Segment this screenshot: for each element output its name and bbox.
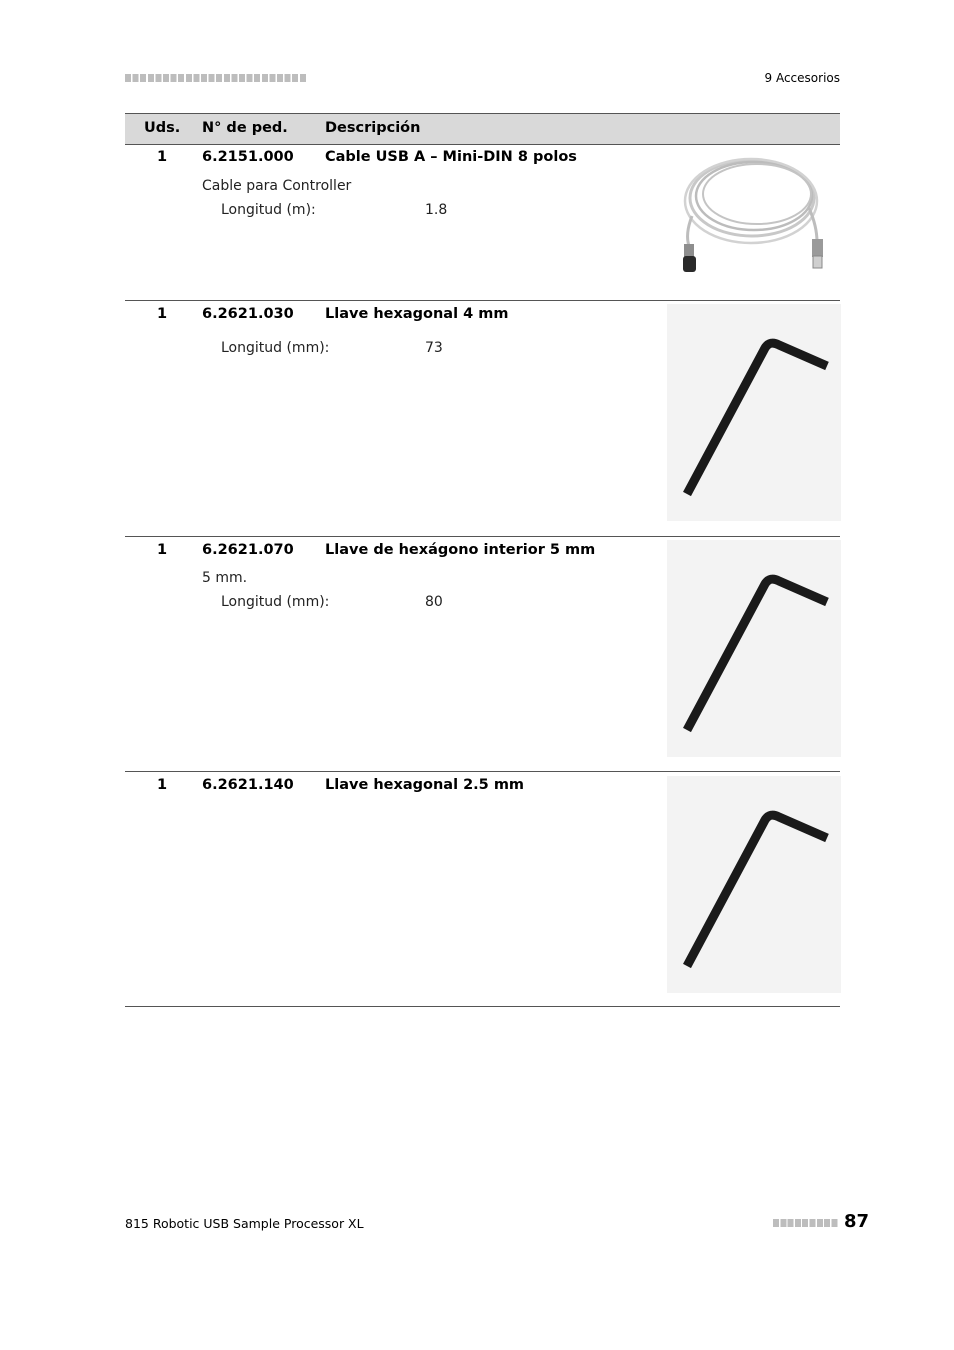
row-spec-label: Longitud (mm):	[221, 340, 330, 356]
row-spec-value: 73	[425, 340, 443, 356]
hex-key-image	[667, 540, 841, 757]
chapter-title: 9 Accesorios	[764, 71, 840, 85]
column-order-no: N° de ped.	[202, 120, 288, 136]
row-spec-value: 80	[425, 594, 443, 610]
row-qty: 1	[157, 149, 168, 165]
row-order-no: 6.2151.000	[202, 149, 294, 165]
row-note: 5 mm.	[202, 570, 248, 586]
row-spec-value: 1.8	[425, 202, 448, 218]
row-name: Cable USB A – Mini-DIN 8 polos	[325, 149, 577, 165]
table-bottom-rule	[125, 1006, 840, 1007]
row-order-no: 6.2621.140	[202, 777, 294, 793]
row-order-no: 6.2621.070	[202, 542, 294, 558]
row-name: Llave hexagonal 2.5 mm	[325, 777, 525, 793]
header-decoration	[125, 74, 307, 82]
page-number: 87	[844, 1211, 870, 1232]
hex-key-image	[667, 776, 841, 993]
row-qty: 1	[157, 542, 168, 558]
row-order-no: 6.2621.030	[202, 306, 294, 322]
column-qty: Uds.	[144, 120, 181, 136]
row-name: Llave hexagonal 4 mm	[325, 306, 509, 322]
footer-decoration	[773, 1219, 838, 1227]
row-qty: 1	[157, 777, 168, 793]
row-divider	[125, 536, 840, 537]
table-header	[125, 113, 840, 145]
row-qty: 1	[157, 306, 168, 322]
row-divider	[125, 300, 840, 301]
footer-title: 815 Robotic USB Sample Processor XL	[125, 1216, 364, 1231]
row-note: Cable para Controller	[202, 178, 352, 194]
usb-cable-image	[667, 146, 841, 290]
row-spec-label: Longitud (mm):	[221, 594, 330, 610]
row-name: Llave de hexágono interior 5 mm	[325, 542, 596, 558]
row-divider	[125, 771, 840, 772]
row-spec-label: Longitud (m):	[221, 202, 316, 218]
hex-key-image	[667, 304, 841, 521]
column-description: Descripción	[325, 120, 421, 136]
